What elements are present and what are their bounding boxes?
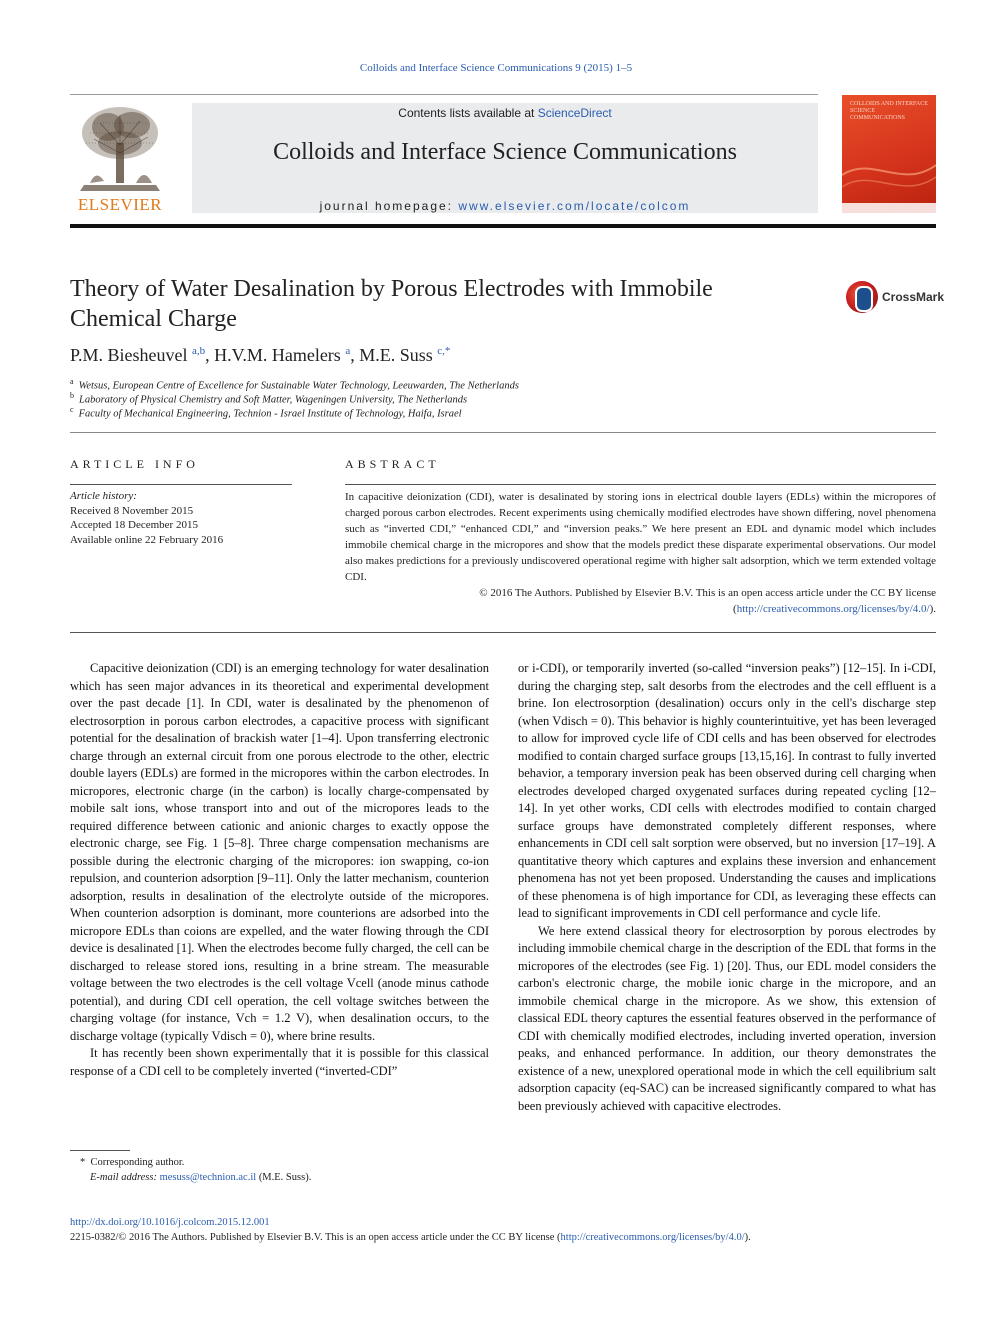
email-label: E-mail address:	[90, 1172, 160, 1183]
header-bottom-rule	[70, 224, 936, 228]
email-note	[70, 1170, 311, 1185]
author-name[interactable]: M.E. Suss	[359, 345, 433, 365]
affiliation-text: Wetsus, European Centre of Excellence for Sustainable Water Technology, Leeuwarden, The Netherlands	[78, 380, 519, 392]
history-label: Article history:	[70, 490, 137, 502]
affiliation-text: Faculty of Mechanical Engineering, Technion - Israel Institute of Technology, Haifa, Israel	[78, 408, 462, 420]
abstract-copyright: © 2016 The Authors. Published by Elsevier B.V. This is an open access article under the CC BY license	[479, 587, 936, 599]
elsevier-tree-icon	[70, 103, 170, 195]
accepted-date: Accepted 18 December 2015	[70, 519, 198, 531]
article-history	[70, 489, 223, 547]
issn-close: ).	[744, 1232, 751, 1243]
body-left-column	[70, 660, 489, 1080]
author-affiliation-marker[interactable]: c,*	[437, 345, 451, 357]
issn-text: 2215-0382/© 2016 The Authors. Published by Elsevier B.V. This is an open access article under the CC BY license (	[70, 1232, 561, 1243]
elsevier-logo	[70, 103, 170, 215]
journal-citation-line[interactable]: Colloids and Interface Science Communications 9 (2015) 1–5	[359, 62, 633, 74]
affiliation	[70, 391, 467, 406]
abstract-bottom-rule	[70, 632, 936, 633]
body-paragraph: or i-CDI), or temporarily inverted (so-called “inversion peaks”) [12–15]. In i-CDI, during the charging step, salt desorbs from the electrodes and the cell effluent is a brine. Ion electrosorption (desalination) occurs only in the cell's discharge step (when Vdisch = 0). This behavior is highly counterintuitive, yet has been leveraged to allow for improved cycle life of CDI cells and has been observed for electrodes modified to contain charged surface groups [13,15,16]. In contrast to fully inverted behavior, a temporary inversion peak has been observed during cell charging when electrodes developed charged oxygenated surfaces during repeated cycling [12–14]. In yet other works, CDI cells with electrodes modified to contain charged surface groups have demonstrated completely different responses, where enhancements in CDI cell salt sorption were observed, but no inversion [17–19]. A quantitative theory which captures and explains these inversion and enhancement phenomena has not yet been proposed. Understanding the causes and implications of these phenomena is of high importance for CDI, as leveraging these effects can lead to significant improvements in CDI cell performance and cycle life.	[518, 661, 936, 920]
license-link[interactable]: http://creativecommons.org/licenses/by/4.0/	[736, 603, 930, 615]
crossmark-button[interactable]	[846, 281, 946, 315]
doi-link[interactable]: http://dx.doi.org/10.1016/j.colcom.2015.12.001	[70, 1217, 270, 1228]
cover-swirl-graphic	[842, 95, 936, 213]
journal-homepage-link[interactable]: www.elsevier.com/locate/colcom	[458, 199, 691, 213]
article-title	[70, 274, 790, 334]
issn-line	[70, 1230, 751, 1245]
author-affiliation-marker[interactable]: a,b	[192, 345, 206, 357]
crossmark-label: CrossMark	[882, 290, 945, 304]
body-right-column	[518, 660, 936, 1115]
article-title-line-2: Chemical Charge	[70, 306, 237, 332]
author-name[interactable]: P.M. Biesheuvel	[70, 345, 188, 365]
article-info-rule	[70, 484, 292, 485]
page-footer	[70, 1215, 751, 1245]
affiliation-marker: a	[70, 377, 74, 386]
author-separator: ,	[350, 345, 360, 365]
author-separator: ,	[205, 345, 215, 365]
crossmark-icon	[846, 281, 878, 313]
corresponding-author-note	[70, 1155, 311, 1170]
publisher-name: ELSEVIER	[77, 195, 163, 214]
sciencedirect-link[interactable]: ScienceDirect	[537, 106, 612, 120]
journal-masthead	[192, 103, 818, 213]
abstract-block	[345, 489, 936, 617]
footnote-star: *	[80, 1157, 86, 1168]
author-affiliation-marker[interactable]: a	[345, 345, 351, 357]
footnote	[70, 1155, 311, 1185]
received-date: Received 8 November 2015	[70, 504, 194, 517]
footnote-rule	[70, 1150, 130, 1151]
affiliation-divider	[70, 432, 936, 433]
contents-line	[192, 106, 818, 120]
online-date: Available online 22 February 2016	[70, 533, 224, 546]
article-title-line-1: Theory of Water Desalination by Porous Electrodes with Immobile	[70, 276, 713, 302]
body-paragraph: We here extend classical theory for electrosorption by porous electrodes by including immobile chemical charge in the description of the EDL that forms in the micropores of the electrodes (see Fig. 1) [20]. Thus, our EDL model considers the carbon's electronic charge, the mobile ionic charge in the micropore, and an immobile chemical charge in the micropore. As we show, this extension of classical EDL theory captures the essential features observed in the performance of CDI with chemically modified electrodes, including inverted operation, inversion peaks, and enhanced performance. In addition, our theory demonstrates the existence of a new, unexplored operational mode in which the cell equilibrium salt adsorption capacity (eq-SAC) can be increased significantly compared to what has been previously achieved with capacitive electrodes.	[518, 923, 936, 1113]
author-list	[70, 345, 450, 366]
body-paragraph: Capacitive deionization (CDI) is an emerging technology for water desalination which has seen major advances in its theoretical and experimental development over the past decade [1]. In CDI, water is desalinated by the phenomenon of electrosorption in porous carbon electrodes, a capacitive process with significant potential for the desalination of brackish water [1–4]. Upon transferring electronic charge through an external circuit from one porous electrode to the other, electric double layers (EDLs) are formed in the micropores within the carbon electrodes. In micropores, electronic charge (in the carbon) is locally charge-compensated by mobile salt ions, whose transport into and out of the micropores leads to the required difference between cationic and anionic charges to exactly oppose the electronic charge, see Fig. 1 [5–8]. Three charge compensation mechanisms are possible during the electronic charging of the micropores: ion swapping, co-ion repulsion, and counterion adsorption [9–11]. Only the latter mechanism, counterion adsorption, results in desalination of the electrolyte outside of the micropores. When counterion adsorption is dominant, more counterions are adsorbed into the micropore EDLs than coions are expelled, and the water flowing through the CDI device is desalinated [1]. When the electrodes become fully charged, the cell can be discharged to release stored ions, resulting in a brine stream. The measurable voltage between the two electrodes is the cell voltage Vcell (anode minus cathode potential), and during CDI cell operation, the cell voltage switches between the charging voltage (for instance, Vch = 1.2 V), when desalination occurs, to the discharge voltage (typically Vdisch = 0), where brine results.	[70, 661, 489, 1043]
journal-title: Colloids and Interface Science Communications	[273, 139, 737, 165]
abstract-rule	[345, 484, 936, 485]
email-link[interactable]: mesuss@technion.ac.il	[159, 1172, 257, 1183]
contents-prefix: Contents lists available at	[398, 106, 538, 120]
journal-homepage-line	[192, 199, 818, 213]
journal-cover-image[interactable]	[842, 95, 936, 213]
affiliation-marker: c	[70, 405, 74, 414]
affiliation	[70, 405, 462, 420]
homepage-prefix: journal homepage:	[319, 199, 459, 213]
abstract-text: In capacitive deionization (CDI), water is desalinated by storing ions in electrical double layers (EDLs) within the micropores of charged porous carbon electrodes. Recent experiments using chemically modified electrodes have shown differing, novel phenomena such as “inverted CDI,” “enhanced CDI,” and “inversion peaks.” We here present an EDL and dynamic model which includes immobile chemical charge in the micropores and show that the models predict these disparate experimental observations. Our model also makes predictions for a previously undiscovered operational regime with higher salt adsorption, which we term extended voltage CDI.	[345, 491, 936, 583]
abstract-heading: ABSTRACT	[345, 457, 440, 471]
header-top-rule	[70, 94, 818, 95]
article-info-heading: ARTICLE INFO	[70, 457, 199, 471]
affiliation-marker: b	[70, 391, 74, 400]
cover-title: COLLOIDS AND INTERFACE SCIENCE COMMUNICATIONS	[850, 101, 928, 121]
affiliation	[70, 377, 519, 392]
affiliation-text: Laboratory of Physical Chemistry and Soft Matter, Wageningen University, The Netherlands	[79, 394, 468, 406]
corresponding-label: Corresponding author.	[90, 1157, 185, 1168]
email-suffix: (M.E. Suss).	[256, 1172, 312, 1183]
footer-license-link[interactable]: http://creativecommons.org/licenses/by/4.0/	[560, 1232, 745, 1243]
abstract-license: (http://creativecommons.org/licenses/by/4.0/).	[733, 603, 936, 615]
body-paragraph: It has recently been shown experimentally that it is possible for this classical response of a CDI cell to be completely inverted (“inverted-CDI”	[70, 1046, 489, 1078]
author-name[interactable]: H.V.M. Hamelers	[214, 345, 341, 365]
